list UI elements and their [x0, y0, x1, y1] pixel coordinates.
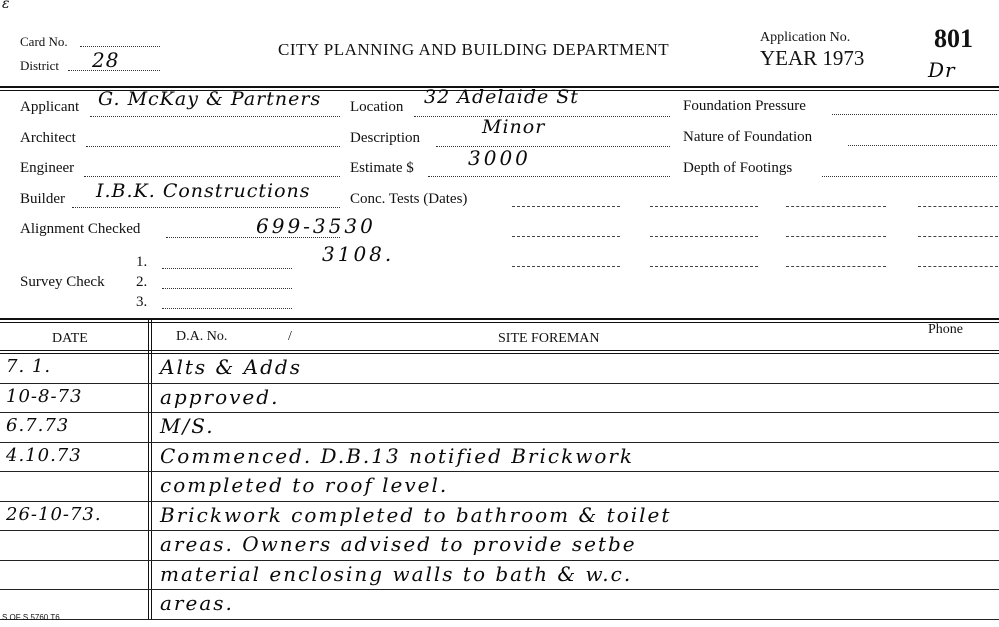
survey-line-3 [162, 308, 292, 309]
date-header: DATE [52, 331, 88, 346]
log-entry: areas. Owners advised to provide setbe [160, 532, 637, 556]
survey-num-2: 2. [136, 274, 148, 290]
location-label: Location [350, 99, 404, 115]
log-row-rule [0, 383, 999, 384]
engineer-line [84, 176, 340, 177]
log-row-rule [0, 412, 999, 413]
log-rule-top-2 [0, 322, 999, 323]
log-date: 7. 1. [6, 356, 52, 377]
conc-tests-line-7 [786, 236, 886, 237]
conc-tests-line-11 [786, 266, 886, 267]
applicant-label: Applicant [20, 99, 80, 115]
conc-tests-line-12 [918, 266, 998, 267]
district-value: 28 [92, 48, 120, 72]
card-number-sub: Dr [928, 58, 956, 82]
builder-value: I.B.K. Constructions [96, 180, 311, 202]
phone-header: Phone [928, 322, 963, 337]
description-label: Description [350, 130, 420, 146]
estimate-line [428, 176, 670, 177]
log-row-rule [0, 619, 999, 620]
da-slash: / [288, 329, 292, 344]
log-row-rule [0, 560, 999, 561]
log-entry: M/S. [160, 414, 215, 438]
log-date: 26-10-73. [6, 503, 102, 525]
log-row-rule [0, 442, 999, 443]
corner-mark: ε [2, 0, 11, 12]
conc-tests-line-8 [918, 236, 998, 237]
alignment-label: Alignment Checked [20, 221, 141, 237]
log-entry: areas. [160, 591, 234, 615]
log-entry: approved. [160, 384, 280, 409]
page-title: CITY PLANNING AND BUILDING DEPARTMENT [278, 40, 670, 59]
builder-line [72, 207, 340, 208]
survey-num-1: 1. [136, 254, 148, 270]
log-rule-top [0, 318, 999, 320]
survey-line-2 [162, 288, 292, 289]
conc-tests-line-4 [918, 206, 998, 207]
conc-tests-line-3 [786, 206, 886, 207]
builder-label: Builder [20, 191, 65, 207]
conc-tests-line-6 [650, 236, 758, 237]
nature-of-foundation-label: Nature of Foundation [683, 129, 813, 145]
log-entry: material enclosing walls to bath & w.c. [160, 561, 633, 586]
applicant-value: G. McKay & Partners [98, 88, 322, 110]
district-label: District [20, 58, 59, 73]
form-code: S OF S 5760 T6 [2, 613, 60, 622]
conc-tests-line-5 [512, 236, 620, 237]
architect-line [86, 146, 340, 147]
log-entry: Alts & Adds [160, 355, 302, 379]
card-no-label: Card No. [20, 34, 68, 49]
conc-tests-label: Conc. Tests (Dates) [350, 191, 468, 207]
log-date: 10-8-73 [6, 385, 83, 407]
survey-label: Survey Check [20, 274, 105, 290]
log-entry: completed to roof level. [160, 473, 449, 497]
foundation-pressure-label: Foundation Pressure [683, 98, 806, 114]
estimate-label: Estimate $ [350, 160, 414, 176]
description-value: Minor [482, 116, 546, 138]
estimate-value: 3000 [468, 146, 531, 170]
site-foreman-header: SITE FOREMAN [498, 331, 600, 346]
log-row-rule [0, 589, 999, 590]
conc-tests-line-9 [512, 266, 620, 267]
log-row-rule [0, 501, 999, 502]
year-label: YEAR 1973 [760, 46, 865, 70]
date-column-divider-2 [151, 318, 152, 620]
depth-of-footings-label: Depth of Footings [683, 160, 793, 176]
survey-line-1 [162, 268, 292, 269]
log-row-rule [0, 471, 999, 472]
card-no-line [80, 46, 160, 47]
log-entry: Brickwork completed to bathroom & toilet [160, 502, 672, 527]
location-value: 32 Adelaide St [424, 86, 579, 108]
foundation-pressure-line [832, 114, 997, 115]
nature-of-foundation-line [848, 145, 997, 146]
card-number: 801 [934, 24, 973, 53]
date-column-divider [148, 318, 149, 620]
survey-num-3: 3. [136, 294, 148, 310]
da-header: D.A. No. [176, 329, 228, 344]
conc-tests-line-2 [650, 206, 758, 207]
engineer-label: Engineer [20, 160, 75, 176]
conc-tests-line-10 [650, 266, 758, 267]
application-no-label: Application No. [760, 30, 851, 45]
log-date: 4.10.73 [6, 444, 82, 466]
architect-label: Architect [20, 130, 76, 146]
log-entry: Commenced. D.B.13 notified Brickwork [160, 443, 635, 468]
log-row-rule [0, 530, 999, 531]
applicant-line [90, 116, 340, 117]
log-date: 6.7.73 [6, 415, 70, 436]
alignment-value-1: 699-3530 [256, 214, 376, 238]
log-header-rule [0, 350, 999, 351]
depth-of-footings-line [822, 176, 997, 177]
alignment-value-2: 3108. [322, 242, 395, 266]
conc-tests-line-1 [512, 206, 620, 207]
log-header-rule-2 [0, 353, 999, 354]
